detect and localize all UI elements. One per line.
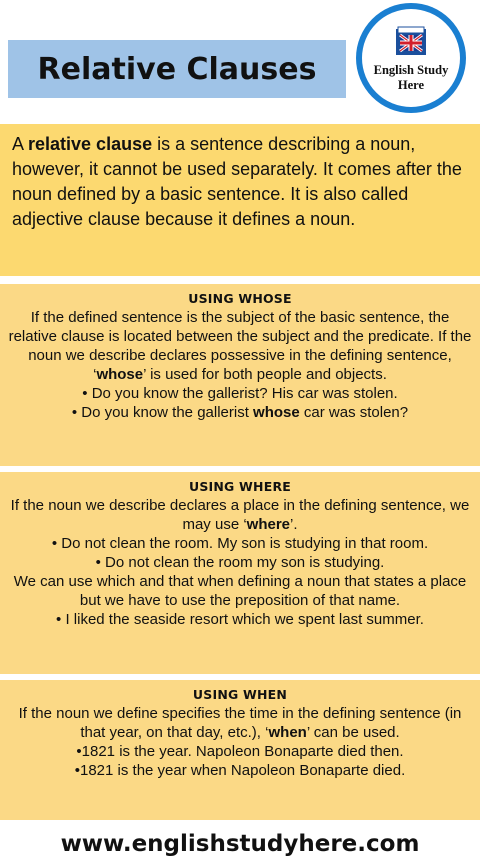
section-when <box>0 680 480 820</box>
when-text-a: If the noun we define specifies the time in the defining sentence (in that year, on that day, etc.), ‘ <box>18 705 462 741</box>
where-bold: where <box>246 516 291 533</box>
whose-explanation <box>8 308 472 384</box>
whose-ex2-a: • Do you know the gallerist <box>71 404 254 421</box>
when-text-b: ’ can be used. <box>306 724 400 741</box>
whose-ex2-b: car was stolen? <box>299 404 409 421</box>
whose-bold: whose <box>96 366 144 383</box>
whose-example-1: • Do you know the gallerist? His car was stolen. <box>82 385 398 402</box>
section-whose <box>0 284 480 466</box>
section-heading-whose: USING WHOSE <box>188 291 292 306</box>
logo-text-line2: Here <box>397 78 425 92</box>
whose-ex2-bold: whose <box>253 404 300 421</box>
intro-text-a: A <box>12 134 29 154</box>
logo-text <box>374 63 449 93</box>
page-title: Relative Clauses <box>37 51 317 87</box>
where-text-a: If the noun we describe declares a place in the defining sentence, we may use ‘ <box>10 497 470 533</box>
when-example-1: •1821 is the year. Napoleon Bonaparte died then. <box>76 743 404 760</box>
book-flag-icon <box>394 25 428 57</box>
section-heading-where: USING WHERE <box>188 479 292 494</box>
when-explanation <box>8 704 472 742</box>
where-example-2: • Do not clean the room my son is studying. <box>95 554 385 571</box>
when-bold: when <box>268 724 307 741</box>
intro-paragraph <box>0 124 480 276</box>
site-logo <box>356 3 466 113</box>
footer-url[interactable]: www.englishstudyhere.com <box>60 831 420 857</box>
when-example-2: •1821 is the year when Napoleon Bonaparte died. <box>74 762 406 779</box>
logo-text-line1: English Study <box>373 63 449 77</box>
whose-example-2 <box>8 403 472 422</box>
whose-text-b: ’ is used for both people and objects. <box>143 366 387 383</box>
where-text-b: ’. <box>290 516 298 533</box>
where-example-3: • I liked the seaside resort which we spent last summer. <box>56 611 424 628</box>
intro-text-b: is a sentence describing a noun, however, it cannot be used separately. It comes after the noun defined by a basic sentence. It is also called adjective clause because it defines a noun. <box>12 134 462 229</box>
where-note: We can use which and that when defining a noun that states a place but we have to use the preposition of that name. <box>13 573 467 609</box>
whose-text-a: If the defined sentence is the subject of the basic sentence, the relative clause is located between the subject and the predicate. If the noun we describe declares possessive in the defining sentence, ‘ <box>8 309 472 383</box>
intro-bold-term: relative clause <box>28 134 153 154</box>
where-explanation <box>8 496 472 534</box>
section-where <box>0 472 480 674</box>
where-example-1: • Do not clean the room. My son is studying in that room. <box>51 535 429 552</box>
title-banner <box>8 40 346 98</box>
section-heading-when: USING WHEN <box>192 687 288 702</box>
logo-inner <box>362 9 460 107</box>
